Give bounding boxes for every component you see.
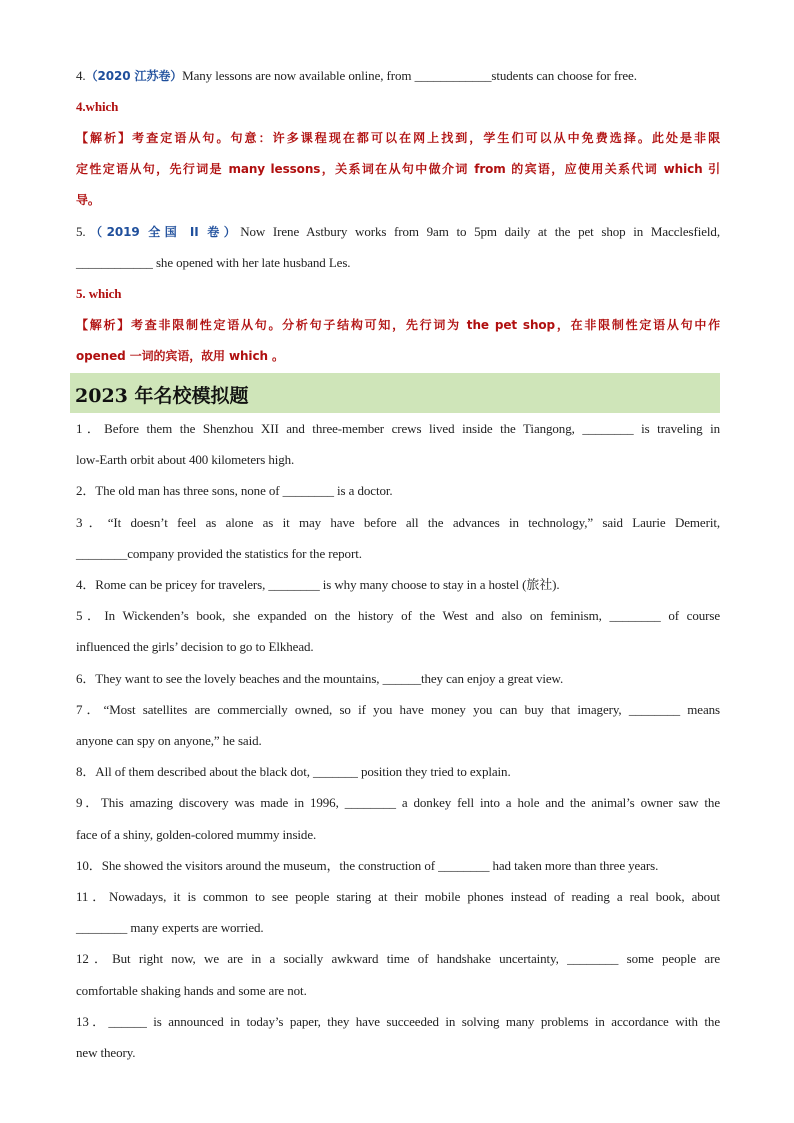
question-7-line2: anyone can spy on anyone,” he said. <box>76 733 262 748</box>
question-13-line1: 13．______ is announced in today’s paper, they have succeeded in solving many problems in accordance with the <box>76 1014 720 1029</box>
question-8-line1: 8．All of them described about the black dot, _______ position they tried to explain. <box>76 764 511 779</box>
question-13-line2: new theory. <box>76 1045 136 1060</box>
question-9-line1: 9．This amazing discovery was made in 1996, ________ a donkey fell into a hole and the animal’s owner saw the <box>76 795 720 810</box>
question-11-line2: ________ many experts are worried. <box>76 920 264 935</box>
section-heading-bar <box>70 373 720 413</box>
q5-answer: 5. which <box>76 286 122 301</box>
question-1-line1: 1．Before them the Shenzhou XII and three-member crews lived inside the Tiangong, ________ is traveling in <box>76 421 720 436</box>
question-1-line2: low-Earth orbit about 400 kilometers high. <box>76 452 295 467</box>
question-11-line1: 11．Nowadays, it is common to see people staring at their mobile phones instead of reading a real book, about <box>76 889 720 904</box>
q4-source: （2020 江苏卷） <box>85 69 183 83</box>
q5-question-line2 <box>76 255 720 271</box>
question-12-line2: comfortable shaking hands and some are not. <box>76 983 307 998</box>
question-3-line1: 3．“It doesn’t feel as alone as it may have before all the advances in technology,” said Laurie Demerit, <box>76 515 720 530</box>
q5-blank: ____________ <box>76 255 153 270</box>
q4-analysis-line1: 【解析】考查定语从句。句意：许多课程现在都可以在网上找到，学生们可以从中免费选择。此处是非限 <box>76 131 720 145</box>
q5-analysis-line2: opened 一词的宾语，故用 which 。 <box>76 349 284 363</box>
q5-question-line1 <box>76 224 720 240</box>
question-12-line1: 12．But right now, we are in a socially awkward time of handshake uncertainty, ________ some people are <box>76 951 720 966</box>
question-5-line2: influenced the girls’ decision to go to Elkhead. <box>76 639 314 654</box>
question-4-line1: 4．Rome can be pricey for travelers, ________ is why many choose to stay in a hostel (旅社). <box>76 577 560 592</box>
q4-analysis-line2: 定性定语从句，先行词是 many lessons，关系词在从句中做介词 from 的宾语，应使用关系代词 which 引 <box>76 162 720 176</box>
section-title: 2023 年名校模拟题 <box>75 385 249 407</box>
q5-text-line1: Now Irene Astbury works from 9am to 5pm daily at the pet shop in Macclesfield, <box>240 224 720 239</box>
question-6-line1: 6．They want to see the lovely beaches and the mountains, ______they can enjoy a great view. <box>76 671 564 686</box>
question-3-line2: ________company provided the statistics for the report. <box>76 546 362 561</box>
question-2-line1: 2．The old man has three sons, none of ________ is a doctor. <box>76 483 393 498</box>
q4-text-before: Many lessons are now available online, from <box>182 68 415 83</box>
q4-number: 4. <box>76 68 86 83</box>
question-9-line2: face of a shiny, golden-colored mummy inside. <box>76 827 317 842</box>
question-5-line1: 5．In Wickenden’s book, she expanded on the history of the West and also on feminism, ________ of course <box>76 608 720 623</box>
q5-text-line2: she opened with her late husband Les. <box>152 255 351 270</box>
q5-analysis-line1: 【解析】考查非限制性定语从句。分析句子结构可知，先行词为 the pet shop，在非限制性定语从句中作 <box>76 318 720 332</box>
q4-blank: ____________ <box>414 68 492 83</box>
question-7-line1: 7．“Most satellites are commercially owned, so if you have money you can buy that imagery, ________ means <box>76 702 720 717</box>
q5-number: 5. <box>76 224 86 239</box>
q4-question <box>76 68 720 84</box>
q4-text-after: students can choose for free. <box>491 68 637 83</box>
q5-source: （2019 全国 II 卷） <box>85 225 241 239</box>
q4-answer: 4.which <box>76 99 119 114</box>
question-10-line1: 10．She showed the visitors around the museum，the construction of ________ had taken more than three years. <box>76 858 659 873</box>
q4-analysis-line3: 导。 <box>76 193 100 207</box>
